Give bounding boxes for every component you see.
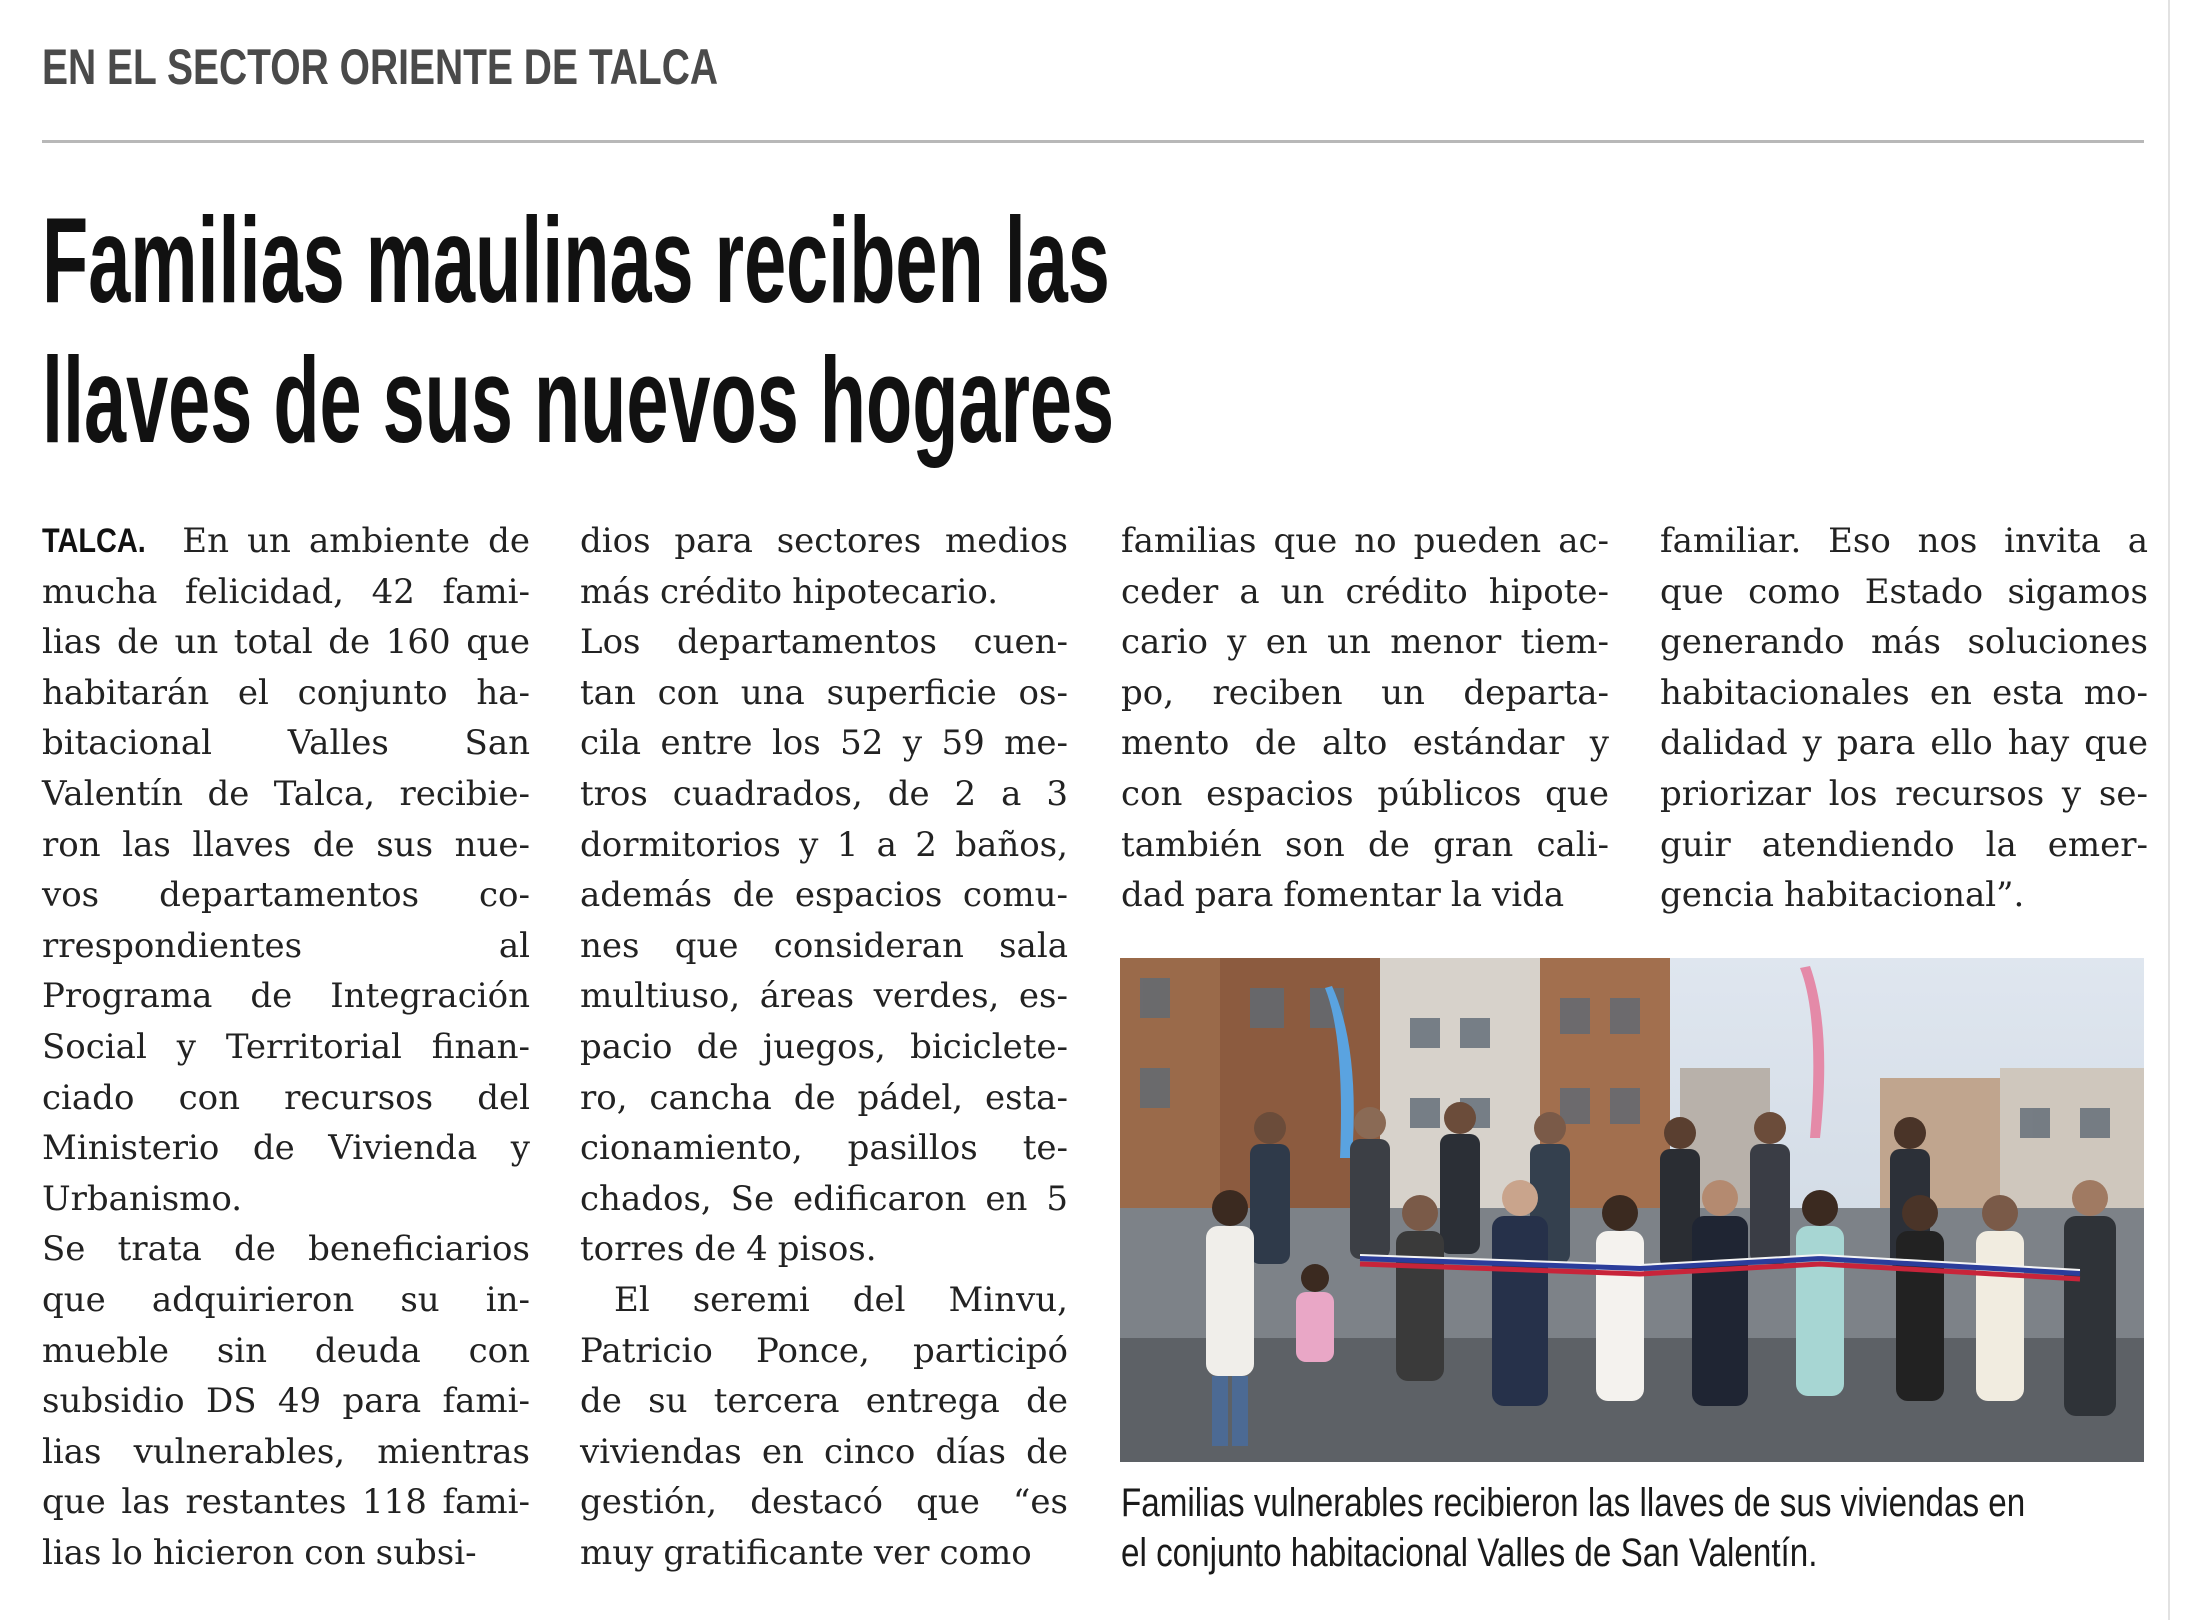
article-column-3 xyxy=(1121,516,1609,921)
text-line: habitarán el conjunto ha- xyxy=(42,672,530,713)
text-line: lias lo hicieron con subsi- xyxy=(42,1532,477,1573)
text-line: dormitorios y 1 a 2 baños, xyxy=(580,824,1068,865)
headline-line-2: llaves de sus nuevos hogares xyxy=(42,332,1115,468)
headline xyxy=(42,190,1530,470)
text-line: además de espacios comu- xyxy=(580,875,1068,916)
text-line: Los departamentos cuen- xyxy=(580,622,1068,663)
text-line: rrespondientes al xyxy=(42,925,530,966)
text-line: dios para sectores medios xyxy=(580,521,1068,561)
text-line: que como Estado sigamos xyxy=(1660,571,2148,612)
dateline: TALCA. xyxy=(42,522,146,560)
text-line: que las restantes 118 fami- xyxy=(42,1482,530,1523)
text-line: de su tercera entrega de xyxy=(580,1381,1068,1422)
photo-caption xyxy=(1121,1478,2196,1578)
text-line: nes que consideran sala xyxy=(580,925,1068,966)
text-line: ciado con recursos del xyxy=(42,1077,530,1118)
text-line: cionamiento, pasillos te- xyxy=(580,1128,1068,1169)
text-line: gencia habitacional”. xyxy=(1660,875,2025,916)
caption-line-2: el conjunto habitacional Valles de San Valentín. xyxy=(1121,1531,1818,1575)
text-line: familiar. Eso nos invita a xyxy=(1660,521,2148,561)
text-line: lias de un total de 160 que xyxy=(42,622,530,663)
article-column-2 xyxy=(580,516,1068,1578)
text-line: chados, Se edificaron en 5 xyxy=(580,1178,1068,1219)
text-line: vos departamentos co- xyxy=(42,875,530,916)
text-line: tan con una superficie os- xyxy=(580,672,1068,713)
text-line: pacio de juegos, biciclete- xyxy=(580,1026,1068,1067)
article-column-4 xyxy=(1660,516,2148,921)
text-line: mucha felicidad, 42 fami- xyxy=(42,571,530,612)
article-column-1 xyxy=(42,516,530,1578)
text-line: Ministerio de Vivienda y xyxy=(42,1128,530,1169)
text-line: ron las llaves de sus nue- xyxy=(42,824,530,865)
text-line: mueble sin deuda con xyxy=(42,1330,530,1371)
text-line: gestión, destacó que “es xyxy=(580,1482,1068,1523)
text-line: torres de 4 pisos. xyxy=(580,1229,877,1270)
header-rule xyxy=(42,140,2144,143)
text-line: El seremi del Minvu, xyxy=(614,1279,1068,1320)
text-line: priorizar los recursos y se- xyxy=(1660,773,2148,814)
text-line: TALCA. En un ambiente de xyxy=(42,516,530,567)
text-line: ro, cancha de pádel, esta- xyxy=(580,1077,1068,1118)
caption-line-1: Familias vulnerables recibieron las llaves de sus viviendas en xyxy=(1121,1481,2026,1525)
headline-line-1: Familias maulinas reciben las xyxy=(42,192,1110,328)
text-line: Se trata de beneficiarios xyxy=(42,1229,530,1270)
text-line: tros cuadrados, de 2 a 3 xyxy=(580,773,1068,814)
text-line: habitacionales en esta mo- xyxy=(1660,672,2148,713)
text-line: Social y Territorial finan- xyxy=(42,1026,530,1067)
article-photo xyxy=(1120,958,2144,1462)
text-line: bitacional Valles San xyxy=(42,723,530,764)
page-edge-line xyxy=(2168,0,2170,1620)
text-line: Urbanismo. xyxy=(42,1178,243,1219)
text-line: mento de alto estándar y xyxy=(1121,723,1609,764)
text-line: guir atendiendo la emer- xyxy=(1660,824,2148,865)
text-line: generando más soluciones xyxy=(1660,622,2148,663)
text-line: Patricio Ponce, participó xyxy=(580,1330,1068,1371)
text-line: dad para fomentar la vida xyxy=(1121,875,1565,916)
text-line: viviendas en cinco días de xyxy=(580,1431,1068,1472)
text-line: po, reciben un departa- xyxy=(1121,672,1609,713)
ribbon-cutting-photo xyxy=(1120,958,2144,1462)
text-line: Programa de Integración xyxy=(42,976,530,1017)
text-line: también son de gran cali- xyxy=(1121,824,1609,865)
text-line: lias vulnerables, mientras xyxy=(42,1431,530,1472)
text-line: Valentín de Talca, recibie- xyxy=(42,773,530,814)
text-line: subsidio DS 49 para fami- xyxy=(42,1381,530,1422)
section-kicker: EN EL SECTOR ORIENTE DE TALCA xyxy=(42,39,719,95)
text-line: ceder a un crédito hipote- xyxy=(1121,571,1609,612)
text-line: multiuso, áreas verdes, es- xyxy=(580,976,1068,1017)
text-line: que adquirieron su in- xyxy=(42,1279,530,1320)
text-line: más crédito hipotecario. xyxy=(580,571,999,612)
text-line: cario y en un menor tiem- xyxy=(1121,622,1609,663)
text-line: dalidad y para ello hay que xyxy=(1660,723,2148,764)
text-line: cila entre los 52 y 59 me- xyxy=(580,723,1068,764)
text-line: con espacios públicos que xyxy=(1121,773,1609,814)
text-line: muy gratificante ver como xyxy=(580,1532,1032,1573)
text-line: familias que no pueden ac- xyxy=(1121,521,1609,561)
